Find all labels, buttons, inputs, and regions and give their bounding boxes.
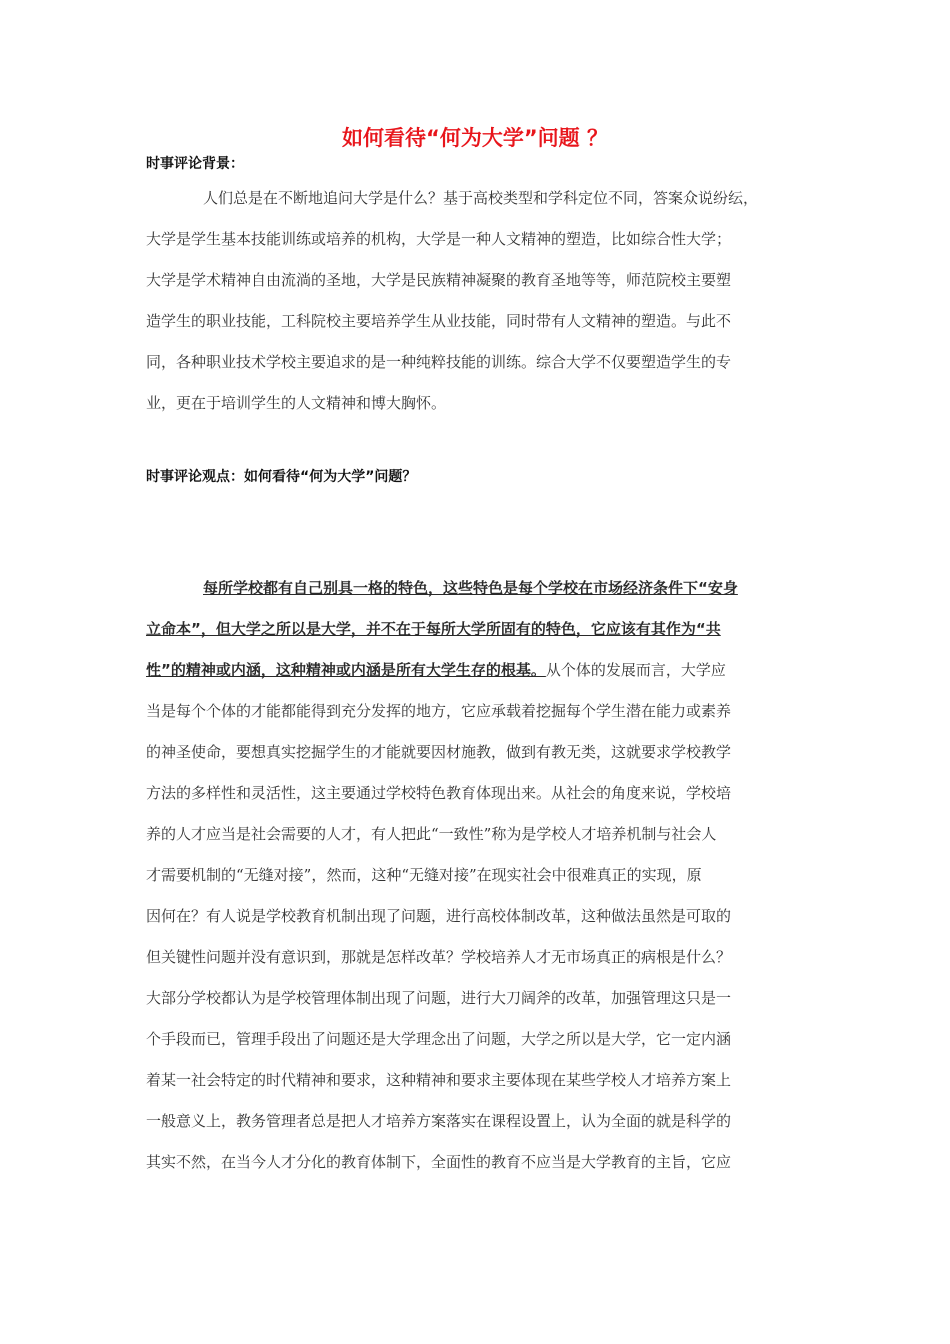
background-paragraph <box>146 178 806 424</box>
viewpoint-heading: 时事评论观点：如何看待“何为大学”问题？ <box>146 469 417 485</box>
emphasis-text: 性”的精神或内涵，这种精神或内涵是所有大学生存的根基。 <box>146 661 546 679</box>
paragraph-line: 方法的多样性和灵活性，这主要通过学校特色教育体现出来。从社会的角度来说，学校培 <box>146 784 732 802</box>
paragraph-line: 当是每个个体的才能都能得到充分发挥的地方，它应承载着挖掘每个学生潜在能力或素养 <box>146 702 732 720</box>
paragraph-line: 大学是学生基本技能训练或培养的机构，大学是一种人文精神的塑造，比如综合性大学； <box>146 230 732 248</box>
paragraph-line: 因何在？有人说是学校教育机制出现了问题，进行高校体制改革，这种做法虽然是可取的 <box>146 907 732 925</box>
paragraph-line: 业，更在于培训学生的人文精神和博大胸怀。 <box>146 394 447 412</box>
paragraph-line: 的神圣使命，要想真实挖掘学生的才能就要因材施教，做到有教无类，这就要求学校教学 <box>146 743 732 761</box>
paragraph-line: 才需要机制的“无缝对接”，然而，这种“无缝对接”在现实社会中很难真正的实现，原 <box>146 866 702 884</box>
paragraph-line: 大学是学术精神自由流淌的圣地，大学是民族精神凝聚的教育圣地等等，师范院校主要塑 <box>146 271 732 289</box>
paragraph-text: 从个体的发展而言，大学应 <box>545 661 726 679</box>
paragraph-line: 同，各种职业技术学校主要追求的是一种纯粹技能的训练。综合大学不仅要塑造学生的专 <box>146 353 732 371</box>
emphasis-text: 每所学校都有自己别具一格的特色，这些特色是每个学校在市场经济条件下“安身 <box>203 579 738 597</box>
paragraph-line: 个手段而已，管理手段出了问题还是大学理念出了问题，大学之所以是大学，它一定内涵 <box>146 1030 732 1048</box>
background-heading: 时事评论背景： <box>146 156 244 172</box>
paragraph-line: 大部分学校都认为是学校管理体制出现了问题，进行大刀阔斧的改革，加强管理这只是一 <box>146 989 732 1007</box>
document-title: 如何看待“何为大学”问题 ？ <box>342 126 608 150</box>
paragraph-line <box>146 568 806 609</box>
paragraph-line <box>146 609 806 650</box>
paragraph-line: 但关键性问题并没有意识到，那就是怎样改革？学校培养人才无市场真正的病根是什么？ <box>146 948 732 966</box>
paragraph-line: 造学生的职业技能，工科院校主要培养学生从业技能，同时带有人文精神的塑造。与此不 <box>146 312 732 330</box>
paragraph-line: 着某一社会特定的时代精神和要求，这种精神和要求主要体现在某些学校人才培养方案上 <box>146 1071 732 1089</box>
paragraph-line: 养的人才应当是社会需要的人才，有人把此“一致性”称为是学校人才培养机制与社会人 <box>146 825 717 843</box>
paragraph-line: 一般意义上，教务管理者总是把人才培养方案落实在课程设置上，认为全面的就是科学的 <box>146 1112 732 1130</box>
paragraph-line <box>146 650 806 691</box>
emphasis-text: 立命本”，但大学之所以是大学，并不在于每所大学所固有的特色，它应该有其作为“共 <box>146 620 721 638</box>
viewpoint-paragraph <box>146 568 806 1183</box>
paragraph-line: 其实不然，在当今人才分化的教育体制下，全面性的教育不应当是大学教育的主旨，它应 <box>146 1153 732 1171</box>
paragraph-line: 人们总是在不断地追问大学是什么？基于高校类型和学科定位不同，答案众说纷纭， <box>203 189 759 207</box>
